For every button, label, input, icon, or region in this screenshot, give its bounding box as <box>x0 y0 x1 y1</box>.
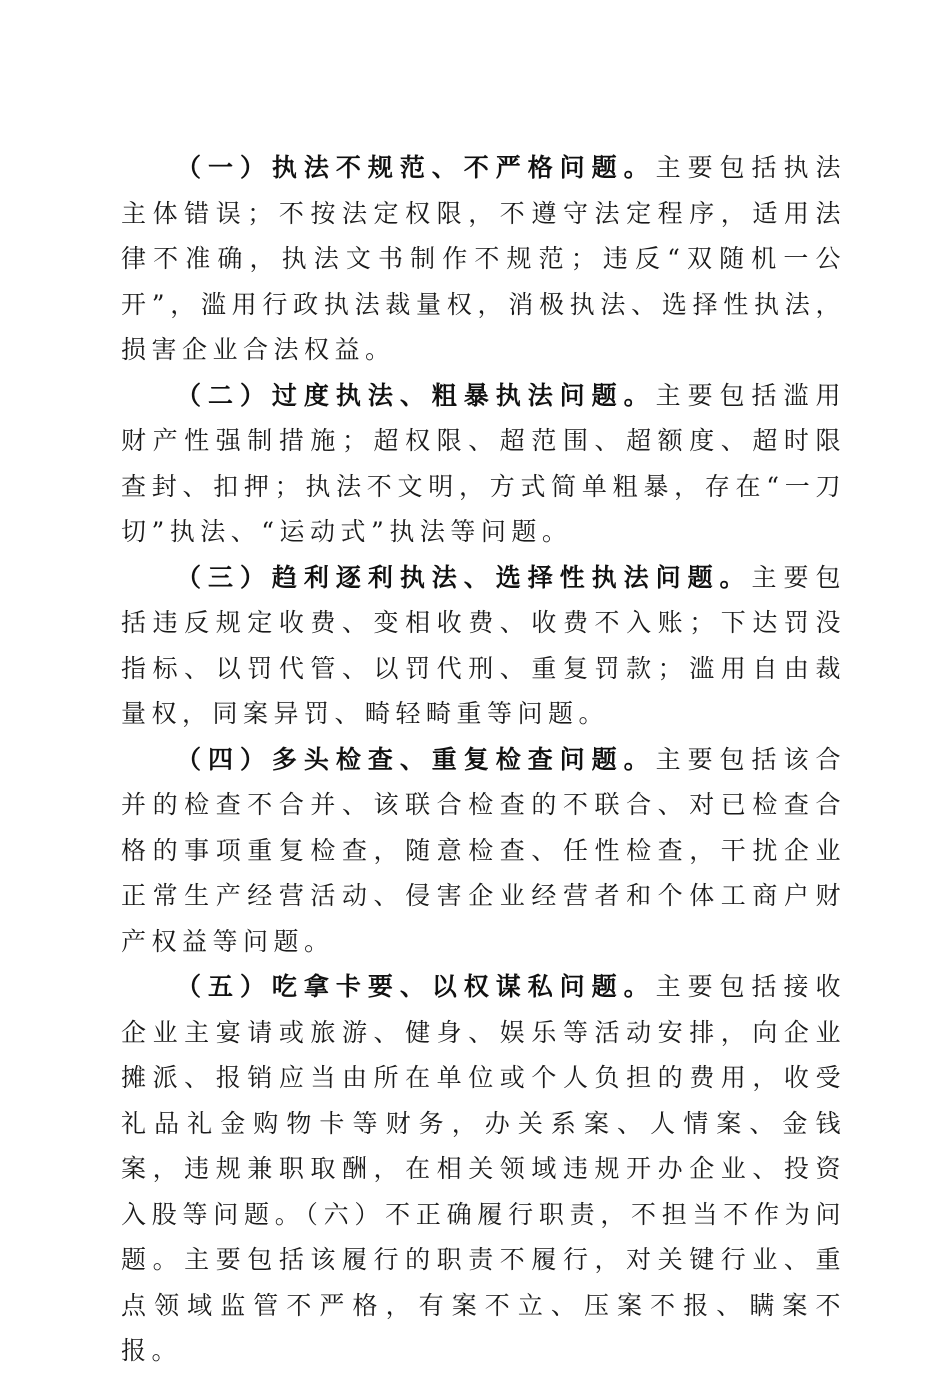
paragraph-1 <box>121 145 846 373</box>
paragraph-text: 主要包括接收企业主宴请或旅游、健身、娱乐等活动安排，向企业摊派、报销应当由所在单位或个人负担的费用，收受礼品礼金购物卡等财务，办关系案、人情案、金钱案，违规兼职取酬，在相关领域违规开办企业、投资入股等问题。（六）不正确履行职责，不担当不作为问题。主要包括该履行的职责不履行，对关键行业、重点领域监管不严格，有案不立、压案不报、瞒案不报。 <box>121 972 846 1365</box>
paragraph-text: 主要包括执法主体错误；不按法定权限，不遵守法定程序，适用法律不准确，执法文书制作不规范；违反“双随机一公开”，滥用行政执法裁量权，消极执法、选择性执法，损害企业合法权益。 <box>121 153 846 364</box>
paragraph-text: 主要包括滥用财产性强制措施；超权限、超范围、超额度、超时限查封、扣押；执法不文明，方式简单粗暴，存在“一刀切”执法、“运动式”执法等问题。 <box>121 380 846 546</box>
paragraph-2 <box>121 373 846 555</box>
document-body <box>121 145 846 1374</box>
paragraph-4 <box>121 737 846 965</box>
paragraph-heading: （四）多头检查、重复检查问题。 <box>176 744 656 774</box>
paragraph-3 <box>121 555 846 737</box>
paragraph-heading: （五）吃拿卡要、以权谋私问题。 <box>176 972 656 1001</box>
paragraph-heading: （二）过度执法、粗暴执法问题。 <box>176 380 656 410</box>
paragraph-heading: （一）执法不规范、不严格问题。 <box>176 153 656 182</box>
paragraph-text: 主要包括违反规定收费、变相收费、收费不入账；下达罚没指标、以罚代管、以罚代刑、重复罚款；滥用自由裁量权，同案异罚、畸轻畸重等问题。 <box>121 562 846 728</box>
paragraph-text: 主要包括该合并的检查不合并、该联合检查的不联合、对已检查合格的事项重复检查，随意检查、任性检查，干扰企业正常生产经营活动、侵害企业经营者和个体工商户财产权益等问题。 <box>121 744 846 956</box>
paragraph-heading: （三）趋利逐利执法、选择性执法问题。 <box>176 562 752 592</box>
paragraph-5 <box>121 964 846 1374</box>
